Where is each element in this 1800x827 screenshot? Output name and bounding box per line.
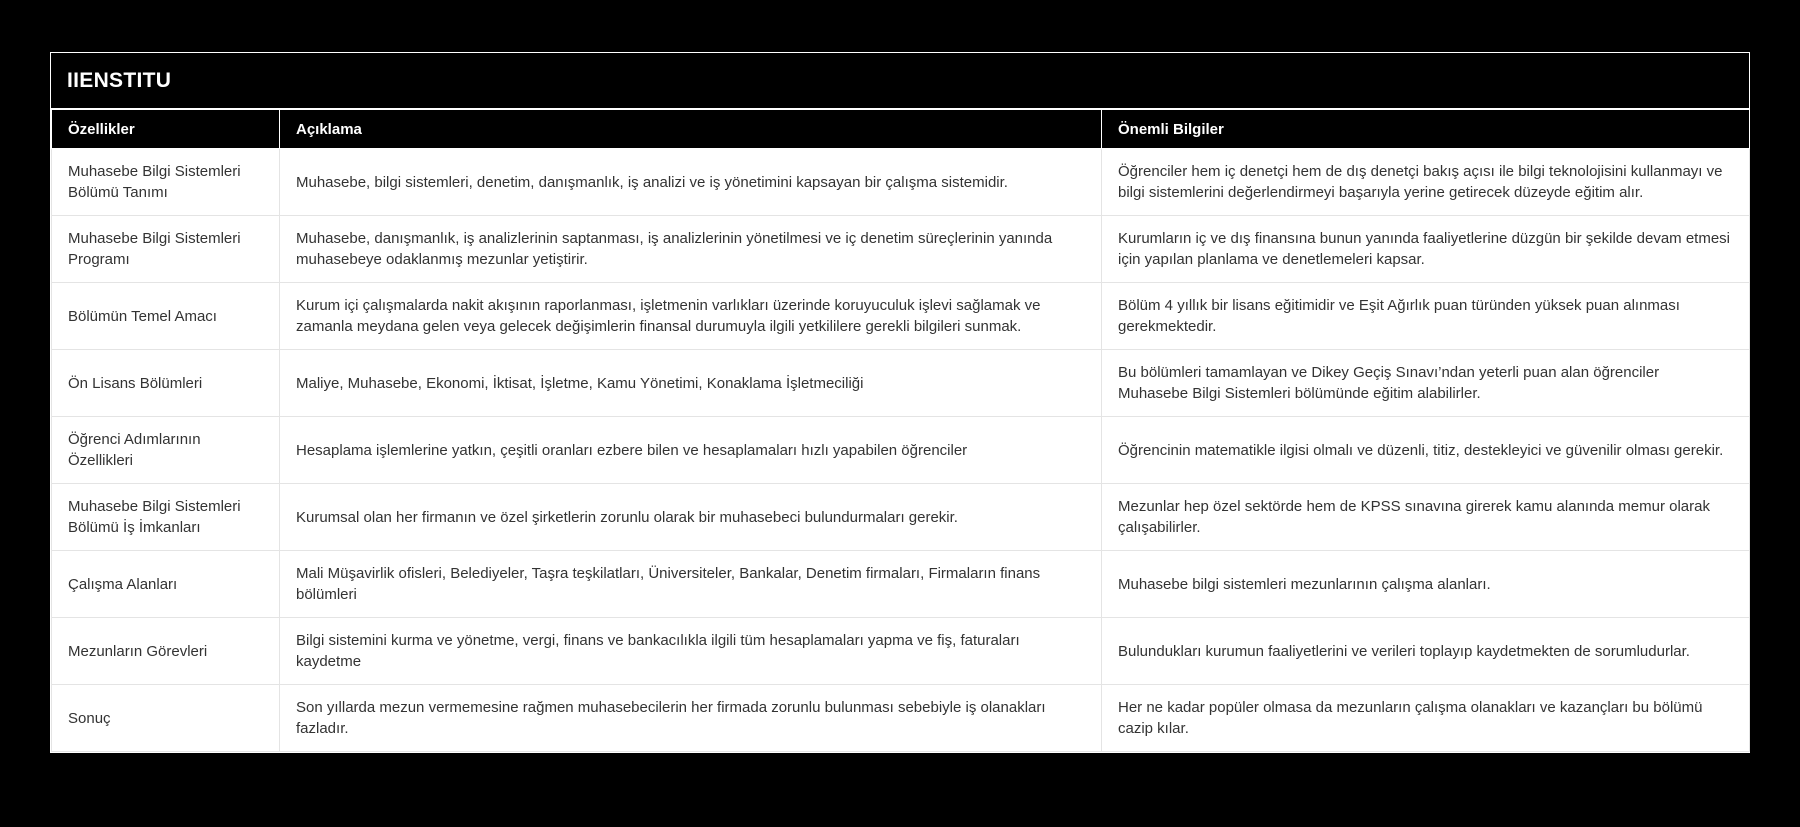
description-cell: Muhasebe, bilgi sistemleri, denetim, danışmanlık, iş analizi ve iş yönetimini kapsayan bir çalışma sistemidir. [280, 149, 1102, 216]
info-cell: Bu bölümleri tamamlayan ve Dikey Geçiş Sınavı’ndan yeterli puan alan öğrenciler Muhasebe Bilgi Sistemleri bölümünde eğitim alabilirler. [1102, 350, 1750, 417]
feature-cell: Çalışma Alanları [52, 551, 280, 618]
table-row [52, 484, 1750, 551]
info-cell: Bölüm 4 yıllık bir lisans eğitimidir ve Eşit Ağırlık puan türünden yüksek puan alınması gerekmektedir. [1102, 283, 1750, 350]
content-card [50, 52, 1750, 753]
description-cell: Muhasebe, danışmanlık, iş analizlerinin saptanması, iş analizlerinin yönetilmesi ve iç denetim süreçlerinin yanında muhasebeye odaklanmış mezunlar yetiştirir. [280, 216, 1102, 283]
page-title: IIENSTITU [51, 53, 1749, 109]
info-cell: Bulundukları kurumun faaliyetlerini ve verileri toplayıp kaydetmekten de sorumludurlar. [1102, 618, 1750, 685]
feature-cell: Bölümün Temel Amacı [52, 283, 280, 350]
table-row [52, 350, 1750, 417]
feature-cell: Muhasebe Bilgi Sistemleri Bölümü Tanımı [52, 149, 280, 216]
description-cell: Kurumsal olan her firmanın ve özel şirketlerin zorunlu olarak bir muhasebeci bulundurmaları gerekir. [280, 484, 1102, 551]
info-table [51, 109, 1750, 752]
table-row [52, 551, 1750, 618]
table-body [52, 149, 1750, 752]
feature-cell: Mezunların Görevleri [52, 618, 280, 685]
column-header-onemli-bilgiler: Önemli Bilgiler [1102, 110, 1750, 149]
description-cell: Bilgi sistemini kurma ve yönetme, vergi, finans ve bankacılıkla ilgili tüm hesaplamaları yapma ve fiş, faturaları kaydetme [280, 618, 1102, 685]
info-cell: Öğrencinin matematikle ilgisi olmalı ve düzenli, titiz, destekleyici ve güvenilir olması gerekir. [1102, 417, 1750, 484]
feature-cell: Sonuç [52, 685, 280, 752]
table-header [52, 110, 1750, 149]
table-row [52, 618, 1750, 685]
description-cell: Mali Müşavirlik ofisleri, Belediyeler, Taşra teşkilatları, Üniversiteler, Bankalar, Denetim firmaları, Firmaların finans bölümleri [280, 551, 1102, 618]
table-row [52, 283, 1750, 350]
table-row [52, 216, 1750, 283]
table-row [52, 417, 1750, 484]
feature-cell: Muhasebe Bilgi Sistemleri Programı [52, 216, 280, 283]
description-cell: Maliye, Muhasebe, Ekonomi, İktisat, İşletme, Kamu Yönetimi, Konaklama İşletmeciliği [280, 350, 1102, 417]
column-header-aciklama: Açıklama [280, 110, 1102, 149]
info-cell: Kurumların iç ve dış finansına bunun yanında faaliyetlerine düzgün bir şekilde devam etmesi için yapılan planlama ve denetlemeleri kapsar. [1102, 216, 1750, 283]
header-row [52, 110, 1750, 149]
column-header-ozellikler: Özellikler [52, 110, 280, 149]
info-cell: Mezunlar hep özel sektörde hem de KPSS sınavına girerek kamu alanında memur olarak çalışabilirler. [1102, 484, 1750, 551]
description-cell: Kurum içi çalışmalarda nakit akışının raporlanması, işletmenin varlıkları üzerinde koruyuculuk işlevi sağlamak ve zamanla meydana gelen veya gelecek değişimlerin finansal durumuyla ilgili yetkililere gerekli bilgileri sunmak. [280, 283, 1102, 350]
feature-cell: Ön Lisans Bölümleri [52, 350, 280, 417]
feature-cell: Muhasebe Bilgi Sistemleri Bölümü İş İmkanları [52, 484, 280, 551]
description-cell: Hesaplama işlemlerine yatkın, çeşitli oranları ezbere bilen ve hesaplamaları hızlı yapabilen öğrenciler [280, 417, 1102, 484]
info-cell: Öğrenciler hem iç denetçi hem de dış denetçi bakış açısı ile bilgi teknolojisini kullanmayı ve bilgi sistemlerini değerlendirmeyi başarıyla yerine getirecek düzeyde eğitim alır. [1102, 149, 1750, 216]
description-cell: Son yıllarda mezun vermemesine rağmen muhasebecilerin her firmada zorunlu bulunması sebebiyle iş olanakları fazladır. [280, 685, 1102, 752]
info-cell: Muhasebe bilgi sistemleri mezunlarının çalışma alanları. [1102, 551, 1750, 618]
table-row [52, 685, 1750, 752]
table-row [52, 149, 1750, 216]
feature-cell: Öğrenci Adımlarının Özellikleri [52, 417, 280, 484]
info-cell: Her ne kadar popüler olmasa da mezunların çalışma olanakları ve kazançları bu bölümü cazip kılar. [1102, 685, 1750, 752]
